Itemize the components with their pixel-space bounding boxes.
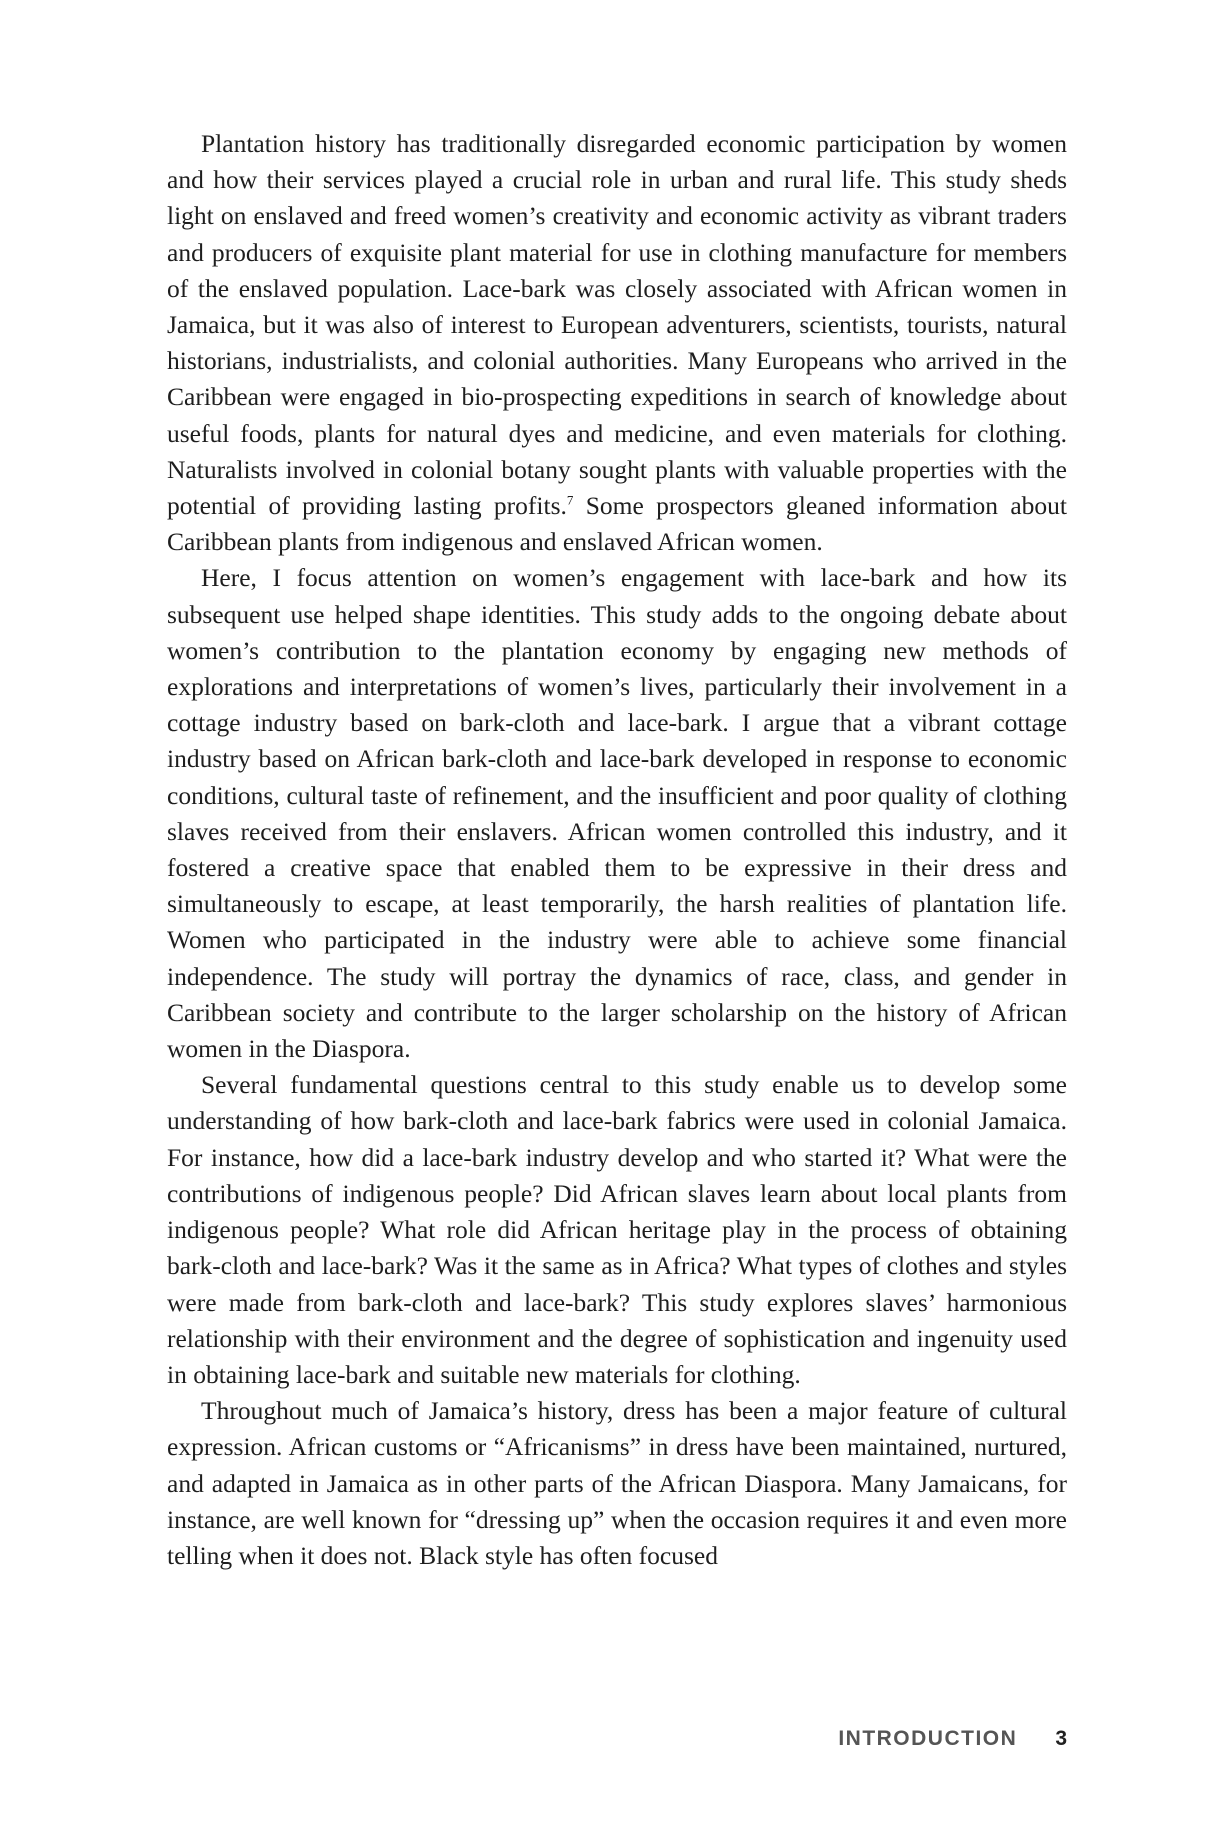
- section-title: INTRODUCTION: [838, 1727, 1018, 1750]
- page-number: 3: [1055, 1727, 1067, 1750]
- paragraph-1: [167, 126, 1067, 560]
- paragraph-4: Throughout much of Jamaica’s history, dress has been a major feature of cultural expression. African customs or “Africanisms” in dress have been maintained, nurtured, and adapted in Jamaica as in other parts of the African Diaspora. Many Jamaicans, for instance, are well known for “dressing up” when the occasion requires it and even more telling when it does not. Black style has often focused: [167, 1396, 1067, 1570]
- paragraph-3: Several fundamental questions central to this study enable us to develop some understanding of how bark-cloth and lace-bark fabrics were used in colonial Jamaica. For instance, how did a lace-bark industry develop and who started it? What were the contributions of indigenous people? Did African slaves learn about local plants from indigenous people? What role did African heritage play in the process of obtaining bark-cloth and lace-bark? Was it the same as in Africa? What types of clothes and styles were made from bark-cloth and lace-bark? This study explores slaves’ harmonious relationship with their environment and the degree of sophistication and ingenuity used in obtaining lace-bark and suitable new materials for clothing.: [167, 1070, 1067, 1389]
- paragraph-1-text: Plantation history has traditionally disregarded economic participation by women and how their services played a crucial role in urban and rural life. This study sheds light on enslaved and freed women’s creativity and economic activity as vibrant traders and producers of exquisite plant material for use in clothing manufacture for members of the enslaved population. Lace-bark was closely associated with African women in Jamaica, but it was also of interest to European adventurers, scientists, tourists, natural historians, industrialists, and colonial authorities. Many Europeans who arrived in the Caribbean were engaged in bio-prospecting expeditions in search of knowledge about useful foods, plants for natural dyes and medicine, and even materials for clothing. Naturalists involved in colonial botany sought plants with valuable properties with the potential of providing lasting profits.: [167, 129, 1067, 521]
- paragraph-1-text-continued: Some prospectors gleaned information about Caribbean plants from indigenous and enslaved African women.: [167, 491, 1067, 557]
- running-footer: [838, 1727, 1067, 1751]
- body-text: [167, 126, 1067, 1574]
- footnote-marker[interactable]: 7: [566, 492, 574, 508]
- paragraph-2: Here, I focus attention on women’s engagement with lace-bark and how its subsequent use helped shape identities. This study adds to the ongoing debate about women’s contribution to the plantation economy by engaging new methods of explorations and interpretations of women’s lives, particularly their involvement in a cottage industry based on bark-cloth and lace-bark. I argue that a vibrant cottage industry based on African bark-cloth and lace-bark developed in response to economic conditions, cultural taste of refinement, and the insufficient and poor quality of clothing slaves received from their enslavers. African women controlled this industry, and it fostered a creative space that enabled them to be expressive in their dress and simultaneously to escape, at least temporarily, the harsh realities of plantation life. Women who participated in the industry were able to achieve some financial independence. The study will portray the dynamics of race, class, and gender in Caribbean society and contribute to the larger scholarship on the history of African women in the Diaspora.: [167, 563, 1067, 1064]
